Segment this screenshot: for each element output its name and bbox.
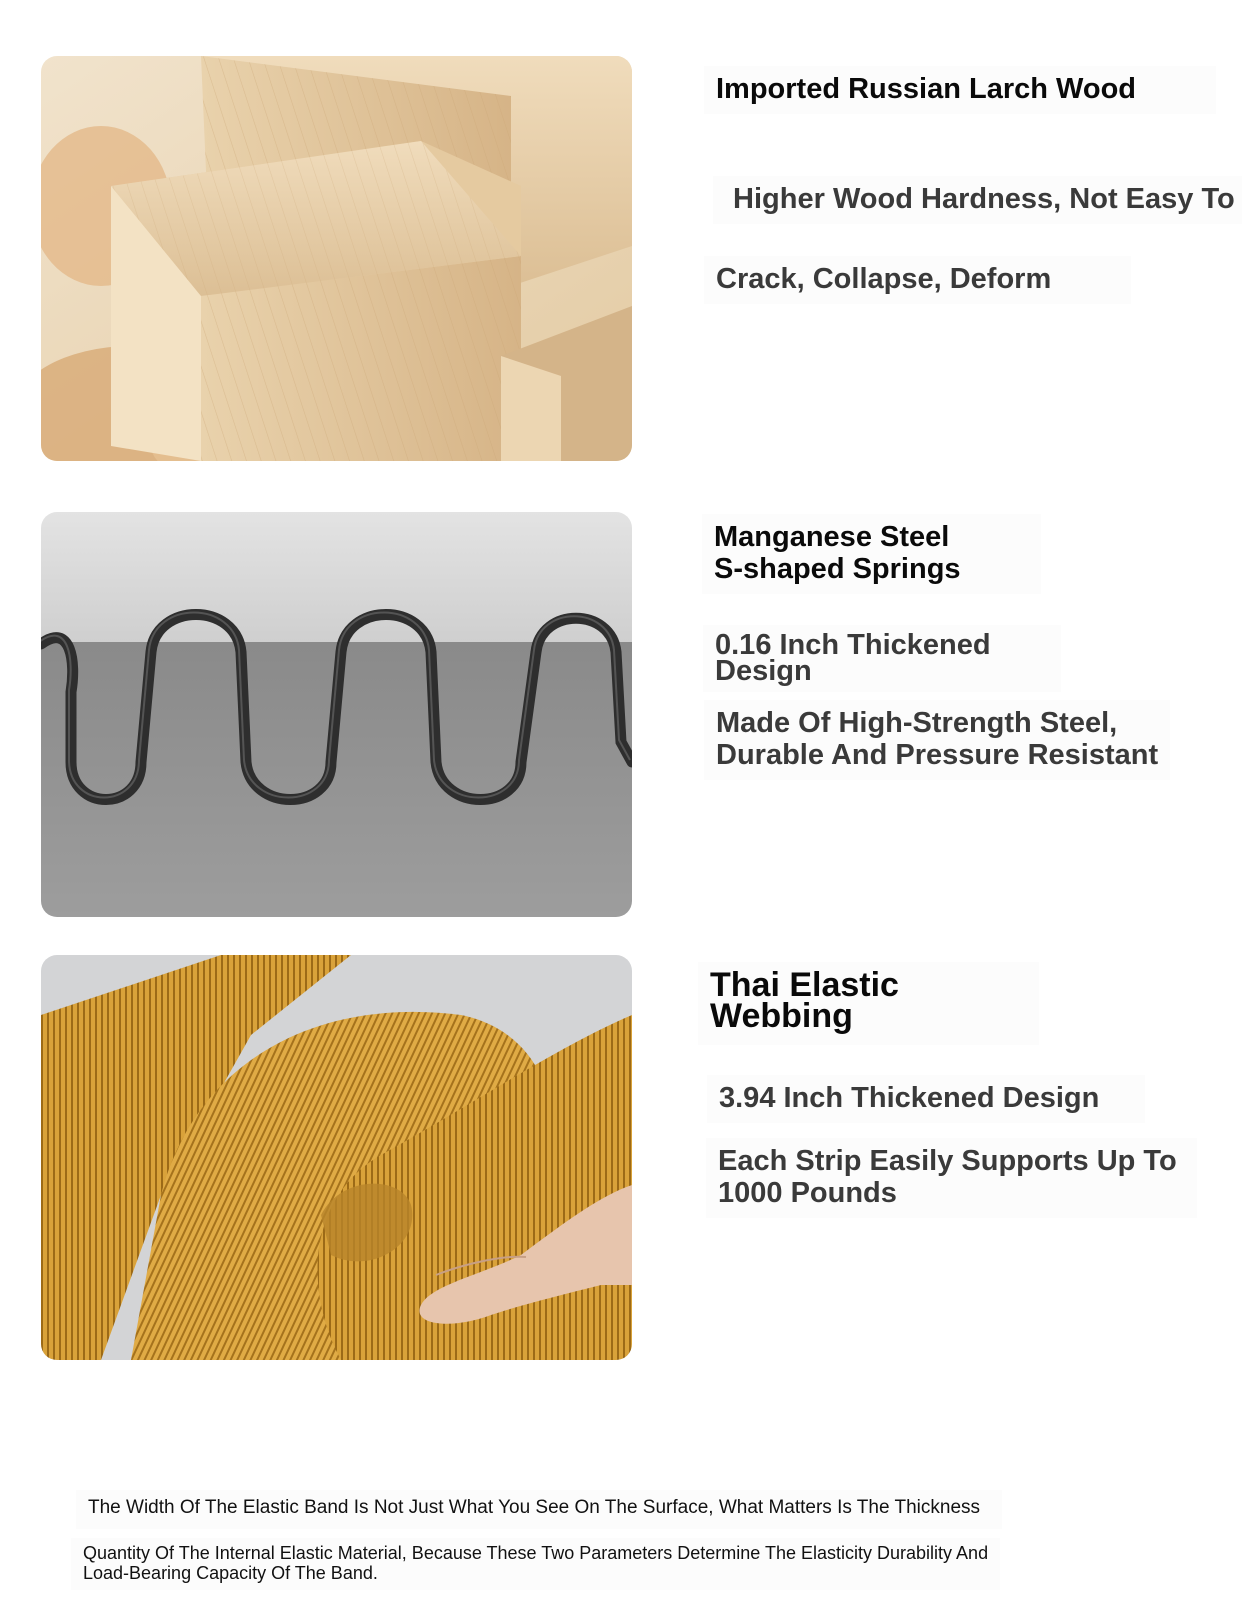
spring-title: Manganese Steel S-shaped Springs bbox=[702, 514, 1041, 594]
webbing-capacity-text: Each Strip Easily Supports Up To 1000 Pounds bbox=[706, 1138, 1197, 1218]
wood-description-line2: Crack, Collapse, Deform bbox=[704, 256, 1131, 304]
note-line2: Quantity Of The Internal Elastic Material, Because These Two Parameters Determine The Elasticity Durability And Load-Bearing Capacity Of The Band. bbox=[71, 1538, 1000, 1590]
steel-spring-photo bbox=[41, 512, 632, 917]
wood-description-line1: Higher Wood Hardness, Not Easy To bbox=[713, 176, 1242, 224]
webbing-thickness-text: 3.94 Inch Thickened Design bbox=[707, 1075, 1145, 1123]
spring-strength-text: Made Of High-Strength Steel, Durable And Pressure Resistant bbox=[704, 700, 1170, 780]
elastic-webbing-photo bbox=[41, 955, 632, 1360]
spring-thickness-text: 0.16 Inch Thickened Design bbox=[703, 625, 1061, 692]
larch-wood-photo bbox=[41, 56, 632, 461]
s-spring-illustration bbox=[41, 512, 632, 917]
larch-wood-illustration bbox=[41, 56, 632, 461]
wood-title: Imported Russian Larch Wood bbox=[704, 66, 1216, 114]
note-line1: The Width Of The Elastic Band Is Not Just What You See On The Surface, What Matters Is The Thickness bbox=[76, 1490, 1002, 1529]
webbing-title: Thai Elastic Webbing bbox=[698, 962, 1039, 1045]
webbing-illustration bbox=[41, 955, 632, 1360]
